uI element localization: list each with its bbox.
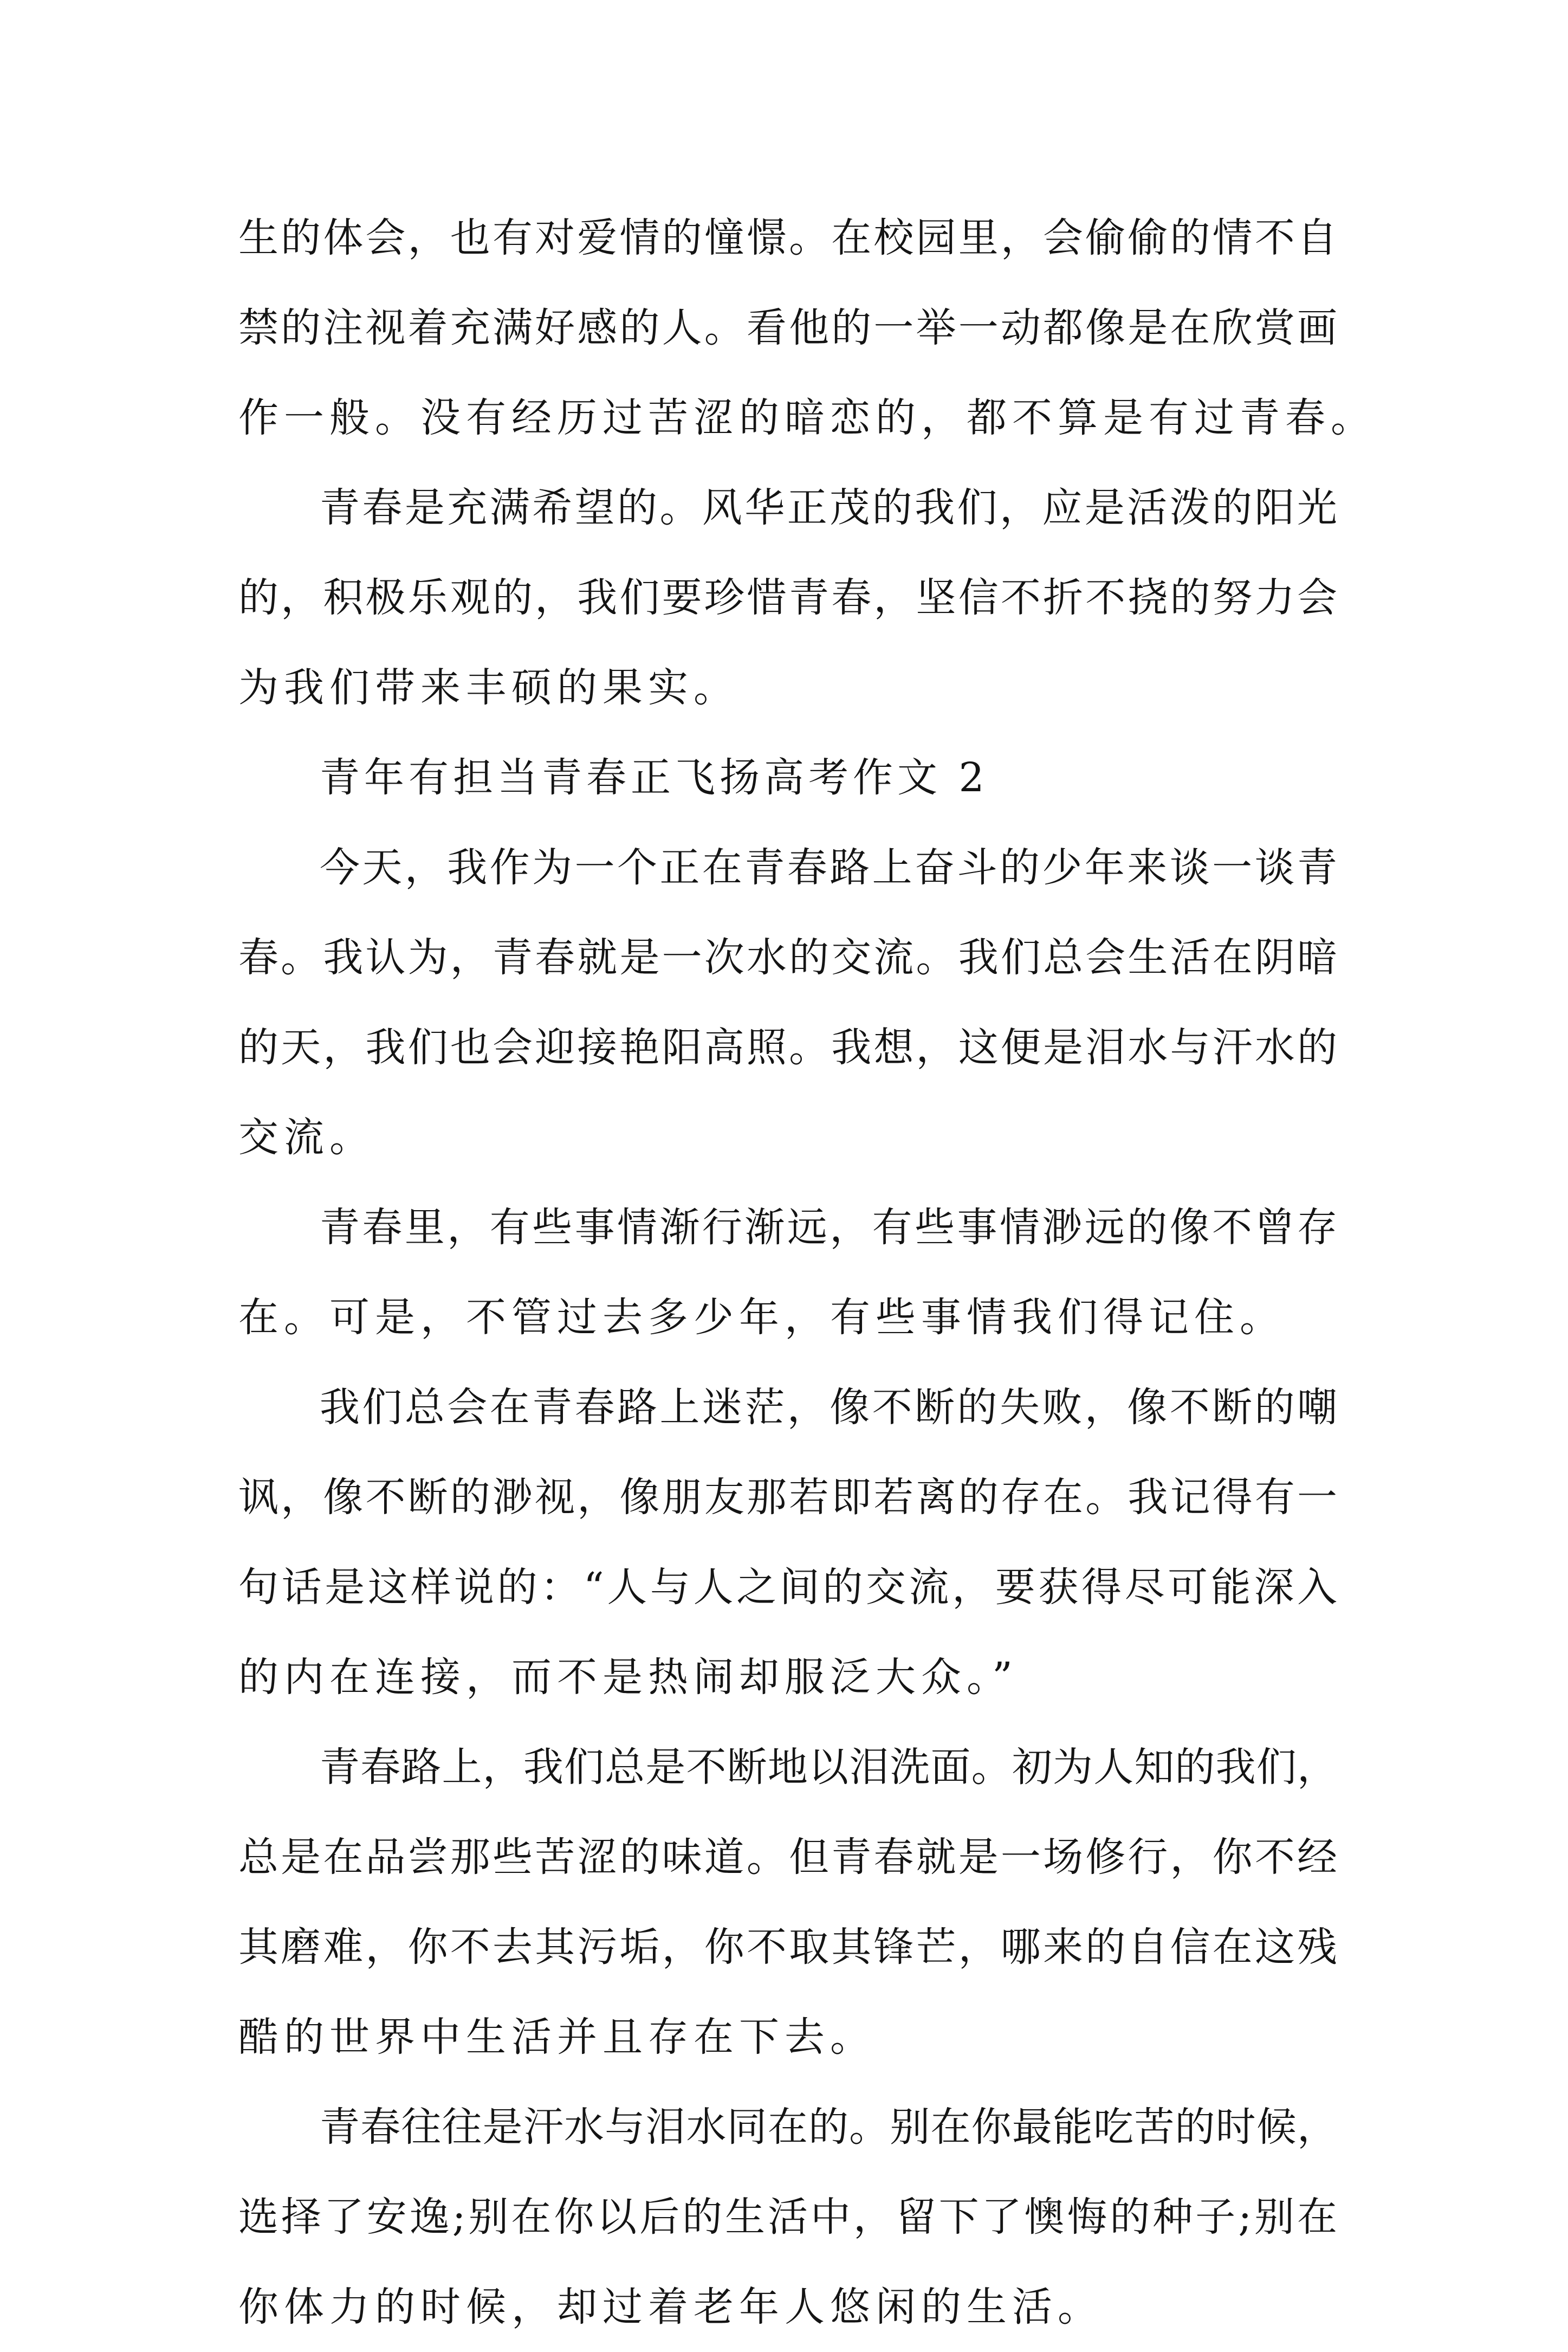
text-line: 总是在品尝那些苦涩的味道。但青春就是一场修行，你不经 <box>238 1834 1337 1881</box>
text-line: 青春路上，我们总是不断地以泪洗面。初为人知的我们， <box>320 1744 1337 1791</box>
text-line: 交流。 <box>238 1114 375 1161</box>
text-line: 的天，我们也会迎接艳阳高照。我想，这便是泪水与汗水的 <box>238 1024 1337 1071</box>
text-line: 选择了安逸;别在你以后的生活中，留下了懊悔的种子;别在 <box>238 2194 1337 2240</box>
document-body <box>238 193 1376 2352</box>
text-line: 今天，我作为一个正在青春路上奋斗的少年来谈一谈青 <box>320 844 1337 891</box>
text-line: 为我们带来丰硕的果实。 <box>238 664 739 711</box>
text-line: 的，积极乐观的，我们要珍惜青春，坚信不折不挠的努力会 <box>238 574 1337 621</box>
text-line: 青春是充满希望的。风华正茂的我们，应是活泼的阳光 <box>320 484 1337 531</box>
text-line: 生的体会，也有对爱情的憧憬。在校园里，会偷偷的情不自 <box>238 215 1337 261</box>
text-line: 作一般。没有经历过苦涩的暗恋的，都不算是有过青春。 <box>238 395 1376 441</box>
text-line: 讽，像不断的渺视，像朋友那若即若离的存在。我记得有一 <box>238 1474 1337 1521</box>
text-line: 青春往往是汗水与泪水同在的。别在你最能吃苦的时候， <box>320 2104 1337 2150</box>
text-line: 句话是这样说的：“人与人之间的交流，要获得尽可能深入 <box>238 1564 1337 1611</box>
text-line: 在。可是，不管过去多少年，有些事情我们得记住。 <box>238 1294 1285 1341</box>
text-line: 春。我认为，青春就是一次水的交流。我们总会生活在阴暗 <box>238 934 1337 981</box>
text-line: 你体力的时候，却过着老年人悠闲的生活。 <box>238 2284 1103 2330</box>
text-line: 其磨难，你不去其污垢，你不取其锋芒，哪来的自信在这残 <box>238 1924 1337 1970</box>
essay-title: 青年有担当青春正飞扬高考作文 2 <box>320 754 989 801</box>
text-line: 我们总会在青春路上迷茫，像不断的失败，像不断的嘲 <box>320 1384 1337 1431</box>
text-line: 酷的世界中生活并且存在下去。 <box>238 2014 876 2060</box>
text-line: 禁的注视着充满好感的人。看他的一举一动都像是在欣赏画 <box>238 305 1337 351</box>
text-line: 的内在连接，而不是热闹却服泛大众。” <box>238 1654 1018 1701</box>
text-line: 青春里，有些事情渐行渐远，有些事情渺远的像不曾存 <box>320 1204 1337 1251</box>
